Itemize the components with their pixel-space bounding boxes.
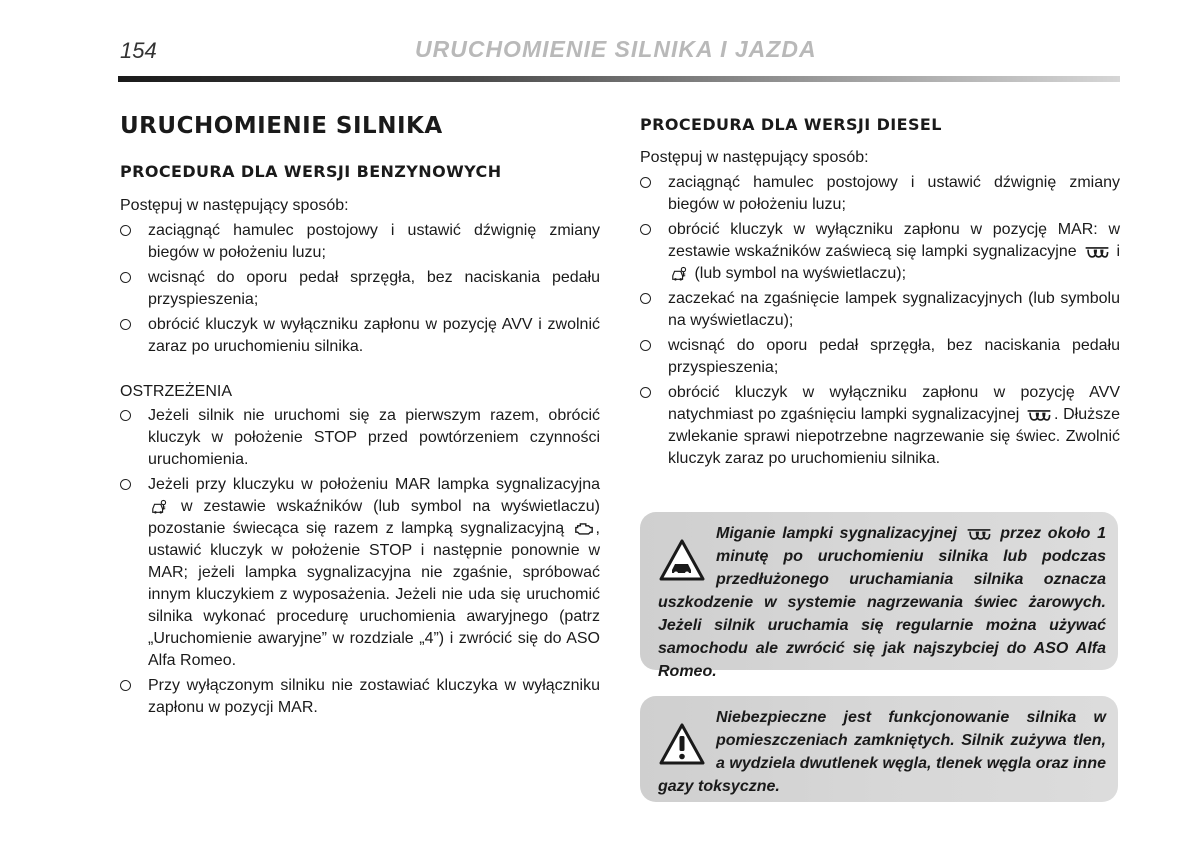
diesel-steps-list bbox=[640, 172, 1120, 470]
step-text: zaciągnąć hamulec postojowy i ustawić dźwignię zmiany biegów w położeniu luzu; bbox=[148, 222, 600, 261]
step-text: wcisnąć do oporu pedał sprzęgła, bez naciskania pedału przyspieszenia; bbox=[668, 337, 1120, 376]
warning-text: Przy wyłączonym silniku nie zostawiać kluczyka w wyłączniku zapłonu w pozycji MAR. bbox=[148, 677, 600, 716]
list-item bbox=[120, 675, 600, 719]
step-text-part: obrócić kluczyk w wyłączniku zapłonu w pozycję AVV natychmiast po zgaśnięciu lampki sygnalizacyjnej bbox=[668, 384, 1120, 423]
notice-text: Niebezpieczne jest funkcjonowanie silnika w pomieszczeniach zamkniętych. Silnik zużywa tlen, a wydziela dwutlenek węgla, tlenek węgla oraz inne gazy toksyczne. bbox=[658, 709, 1106, 795]
bullet-icon bbox=[120, 479, 131, 490]
warning-text: Jeżeli silnik nie uruchomi się za pierwszym razem, obrócić kluczyk w położenie STOP przed powtórzeniem czynności uruchomienia. bbox=[148, 407, 600, 468]
danger-notice-box bbox=[640, 696, 1118, 802]
step-text-part: . Dłuższe zwlekanie sprawi niepotrzebne nagrzewanie się świec. Zwolnić kluczyk zaraz po uruchomieniu silnika. bbox=[668, 406, 1120, 467]
bullet-icon bbox=[120, 272, 131, 283]
list-item bbox=[640, 288, 1120, 332]
bullet-icon bbox=[640, 387, 651, 398]
step-text: wcisnąć do oporu pedał sprzęgła, bez naciskania pedału przyspieszenia; bbox=[148, 269, 600, 308]
bullet-icon bbox=[640, 224, 651, 235]
notice-text-part: przez około 1 minutę po uruchomieniu silnika lub podczas przedłużonego uruchamiania silnika oznacza uszkodzenie w systemie nagrzewania świec żarowych. Jeżeli silnik uruchamia się regularnie można używać samochodu ale zwrócić się jak najszybciej do ASO Alfa Romeo. bbox=[658, 525, 1107, 680]
page-number: 154 bbox=[120, 38, 157, 63]
engine-check-icon bbox=[574, 521, 594, 536]
section-title: URUCHOMIENIE SILNIKA bbox=[120, 113, 443, 139]
warnings-heading: OSTRZEŻENIA bbox=[120, 383, 233, 400]
step-text-part: (lub symbol na wyświetlaczu); bbox=[694, 265, 907, 282]
list-item bbox=[640, 219, 1120, 285]
notice-text-part: Miganie lampki sygnalizacyjnej bbox=[716, 525, 957, 542]
bullet-icon bbox=[120, 410, 131, 421]
diesel-procedure-title: PROCEDURA DLA WERSJI DIESEL bbox=[640, 115, 942, 134]
warnings-list bbox=[120, 405, 600, 719]
glow-plug-icon bbox=[1026, 408, 1052, 422]
list-item bbox=[120, 267, 600, 311]
right-column bbox=[640, 110, 1120, 473]
bullet-icon bbox=[640, 177, 651, 188]
warning-text-part: , ustawić kluczyk w położenie STOP i następnie ponownie w MAR; jeżeli lampka sygnalizacyjna nie zgaśnie, spróbować innym kluczykiem z wyposażenia. Jeżeli nie uda się uruchomić silnika wykonać procedurę uruchomienia awaryjnego (patrz „Uruchomienie awaryjne” w rozdziale „4”) i zwrócić się do ASO Alfa Romeo. bbox=[148, 520, 600, 669]
step-text-part: i bbox=[1116, 243, 1121, 260]
warning-text-part: w zestawie wskaźników (lub symbol na wyświetlaczu) pozostanie świecąca się razem z lampką sygnalizacyjną bbox=[148, 498, 600, 537]
list-item bbox=[120, 405, 600, 471]
bullet-icon bbox=[640, 340, 651, 351]
petrol-intro: Postępuj w następujący sposób: bbox=[120, 197, 349, 214]
warning-text-part: Jeżeli przy kluczyku w położeniu MAR lampka sygnalizacyjna bbox=[148, 476, 600, 493]
step-text: zaczekać na zgaśnięcie lampek sygnalizacyjnych (lub symbolu na wyświetlaczu); bbox=[668, 290, 1120, 329]
glow-plug-icon bbox=[966, 527, 992, 541]
step-text-part: obrócić kluczyk w wyłączniku zapłonu w pozycję MAR: w zestawie wskaźników zaświecą się lampki sygnalizacyjne bbox=[668, 221, 1120, 260]
list-item bbox=[120, 220, 600, 264]
glow-plug-icon bbox=[1084, 245, 1110, 259]
header-rule bbox=[118, 76, 1120, 82]
immobilizer-car-key-icon bbox=[150, 499, 168, 515]
notice-text bbox=[658, 522, 1106, 683]
car-warning-triangle-icon bbox=[658, 536, 706, 584]
diesel-intro: Postępuj w następujący sposób: bbox=[640, 149, 869, 166]
list-item bbox=[120, 314, 600, 358]
bullet-icon bbox=[120, 680, 131, 691]
danger-triangle-icon bbox=[658, 720, 706, 768]
list-item bbox=[120, 474, 600, 672]
immobilizer-car-key-icon bbox=[670, 266, 688, 282]
step-text: obrócić kluczyk w wyłączniku zapłonu w pozycję AVV i zwolnić zaraz po uruchomieniu silnika. bbox=[148, 316, 600, 355]
running-title: URUCHOMIENIE SILNIKA I JAZDA bbox=[415, 36, 817, 62]
bullet-icon bbox=[120, 225, 131, 236]
left-column bbox=[120, 110, 600, 722]
step-text: zaciągnąć hamulec postojowy i ustawić dźwignię zmiany biegów w położeniu luzu; bbox=[668, 174, 1120, 213]
bullet-icon bbox=[640, 293, 651, 304]
petrol-steps-list bbox=[120, 220, 600, 358]
list-item bbox=[640, 172, 1120, 216]
list-item bbox=[640, 382, 1120, 470]
bullet-icon bbox=[120, 319, 131, 330]
petrol-procedure-title: PROCEDURA DLA WERSJI BENZYNOWYCH bbox=[120, 162, 502, 181]
list-item bbox=[640, 335, 1120, 379]
glow-plug-notice-box bbox=[640, 512, 1118, 680]
